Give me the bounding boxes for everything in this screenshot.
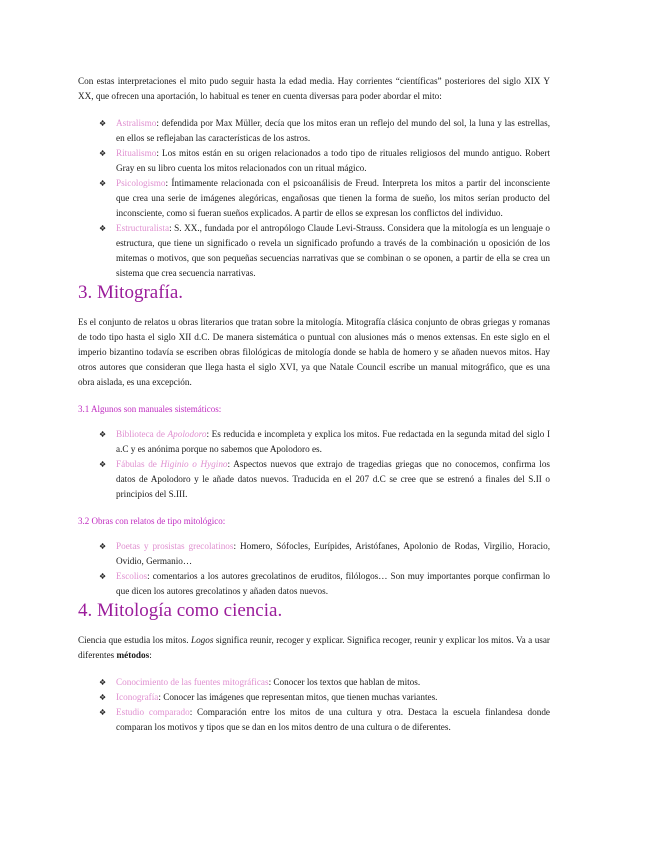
subheading-manuales: 3.1 Algunos son manuales sistemáticos: bbox=[78, 404, 222, 414]
list-item bbox=[99, 705, 550, 735]
term-author: Higinio o Hygino bbox=[160, 459, 228, 469]
currents-list bbox=[78, 116, 550, 281]
term-label: Estructuralista bbox=[116, 223, 170, 233]
mitografia-paragraph: Es el conjunto de relatos u obras literarios que tratan sobre la mitología. Mitografía clásica conjunto de obras griegas y romanas de todo tipo hasta el siglo XII d.C. De manera sistemática o puntual con alusiones más o menos extensas. En este siglo en el imperio bizantino todavía se escriben obras filológicas de mitología donde se habla de homero y se añaden nuevos mitos. Hay otros autores que consideran que llega hasta el siglo XVI, ya que Natale Council escribe un manual mitográfico, que es una obra aislada, es una excepción. bbox=[78, 317, 550, 387]
list-item bbox=[99, 221, 550, 281]
item-text: : Los mitos están en su origen relacionados a todo tipo de rituales religiosos del mundo antiguo. Robert Gray en su libro cuenta los mitos relacionados con un ritual mágico. bbox=[116, 148, 550, 173]
diamond-bullet-icon: ❖ bbox=[99, 708, 107, 717]
item-text: : Homero, Sófocles, Eurípides, Aristófanes, Apolonio de Rodas, Virgilio, Horacio, Ovidio, Germanio… bbox=[116, 541, 551, 566]
obras-list bbox=[78, 539, 550, 599]
logos-word: Logos bbox=[190, 635, 214, 645]
term-label: Ritualismo bbox=[116, 148, 157, 158]
intro-paragraph: Con estas interpretaciones el mito pudo seguir hasta la edad media. Hay corrientes “científicas” posteriores del siglo XIX Y XX, que ofrecen una aportación, lo habitual es tener en cuenta diversas para poder abordar el mito: bbox=[78, 76, 550, 101]
term-label: Conocimiento de las fuentes mitográficas bbox=[116, 677, 269, 687]
ciencia-paragraph bbox=[78, 633, 550, 663]
item-text: : Conocer las imágenes que representan mitos, que tienen muchas variantes. bbox=[158, 692, 438, 702]
term-label: Estudio comparado bbox=[116, 707, 190, 717]
ciencia-text-b: significa reunir, recoger y explicar. Significa recoger, reunir y explicar los mitos. Va a usar diferentes bbox=[78, 635, 550, 660]
subheading-obras: 3.2 Obras con relatos de tipo mitológico: bbox=[78, 516, 226, 526]
metodos-word: métodos bbox=[116, 650, 150, 660]
document-page bbox=[78, 74, 550, 735]
diamond-bullet-icon: ❖ bbox=[99, 542, 107, 551]
section-heading-mitografia: 3. Mitografía. bbox=[78, 282, 184, 303]
list-item bbox=[99, 116, 550, 146]
item-text: : comentarios a los autores grecolatinos de eruditos, filólogos… Son muy importantes porque confirman lo que dicen los autores grecolatinos y añaden datos nuevos. bbox=[116, 571, 550, 596]
list-item bbox=[99, 675, 550, 690]
diamond-bullet-icon: ❖ bbox=[99, 179, 107, 188]
list-item bbox=[99, 539, 551, 569]
term-label: Fábulas de bbox=[116, 459, 161, 469]
list-item bbox=[99, 427, 551, 457]
item-text: : Comparación entre los mitos de una cultura y otra. Destaca la escuela finlandesa donde comparan los motivos y tipos que se dan en los mitos dentro de una cultura o de diferentes. bbox=[116, 707, 550, 732]
ciencia-text-a: Ciencia que estudia los mitos. bbox=[78, 635, 191, 645]
item-text: : S. XX., fundada por el antropólogo Claude Levi-Strauss. Considera que la mitología es un lenguaje o estructura, que tiene un significado o revela un significado profundo a través de la combinación u oposición de los mitemas o motivos, que son pequeñas secuencias narrativas que se combinan o se oponen, a partir de ella se crea un sistema que crea secuencia narrativas. bbox=[116, 223, 550, 278]
item-text: : Conocer los textos que hablan de mitos. bbox=[268, 677, 421, 687]
manuales-list bbox=[78, 427, 550, 502]
diamond-bullet-icon: ❖ bbox=[99, 430, 107, 439]
diamond-bullet-icon: ❖ bbox=[99, 572, 107, 581]
term-label: Psicologismo bbox=[116, 178, 166, 188]
section-heading-ciencia: 4. Mitología como ciencia. bbox=[78, 600, 283, 621]
diamond-bullet-icon: ❖ bbox=[99, 460, 107, 469]
term-label: Iconografía bbox=[116, 692, 159, 702]
list-item bbox=[99, 146, 550, 176]
item-text: : Aspectos nuevos que extrajo de tragedias griegas que no conocemos, confirma los datos de Apolodoro y le añade datos nuevos. Traducida en el 207 d.C se cree que se estrenó a finales del S.II o principios del S.III. bbox=[116, 459, 550, 499]
diamond-bullet-icon: ❖ bbox=[99, 119, 107, 128]
term-label: Poetas y prosistas grecolatinos bbox=[116, 541, 234, 551]
list-item bbox=[99, 690, 550, 705]
item-text: : Es reducida e incompleta y explica los mitos. Fue redactada en la segunda mitad del siglo I a.C y es anónima porque no sabemos que Apolodoro es. bbox=[116, 429, 551, 454]
diamond-bullet-icon: ❖ bbox=[99, 678, 107, 687]
diamond-bullet-icon: ❖ bbox=[99, 693, 107, 702]
list-item bbox=[99, 569, 550, 599]
term-label: Astralismo bbox=[116, 118, 157, 128]
diamond-bullet-icon: ❖ bbox=[99, 224, 107, 233]
term-author: Apolodoro bbox=[167, 429, 207, 439]
metodos-list bbox=[78, 675, 550, 735]
ciencia-text-c: : bbox=[149, 650, 152, 660]
item-text: : defendida por Max Müller, decía que los mitos eran un reflejo del mundo del sol, la luna y las estrellas, en ellos se reflejaban las características de los astros. bbox=[116, 118, 550, 143]
list-item bbox=[99, 176, 550, 221]
term-label: Escolios bbox=[116, 571, 148, 581]
term-label: Biblioteca de bbox=[116, 429, 168, 439]
diamond-bullet-icon: ❖ bbox=[99, 149, 107, 158]
list-item bbox=[99, 457, 550, 502]
item-text: : Íntimamente relacionada con el psicoanálisis de Freud. Interpreta los mitos a partir del inconsciente que crea una serie de imágenes alegóricas, engañosas que tienen la forma de sueño, los mitos serían producto del inconsciente, como si fueran sueños explicados. A partir de ellos se expresan los conflictos del individuo. bbox=[116, 178, 550, 218]
